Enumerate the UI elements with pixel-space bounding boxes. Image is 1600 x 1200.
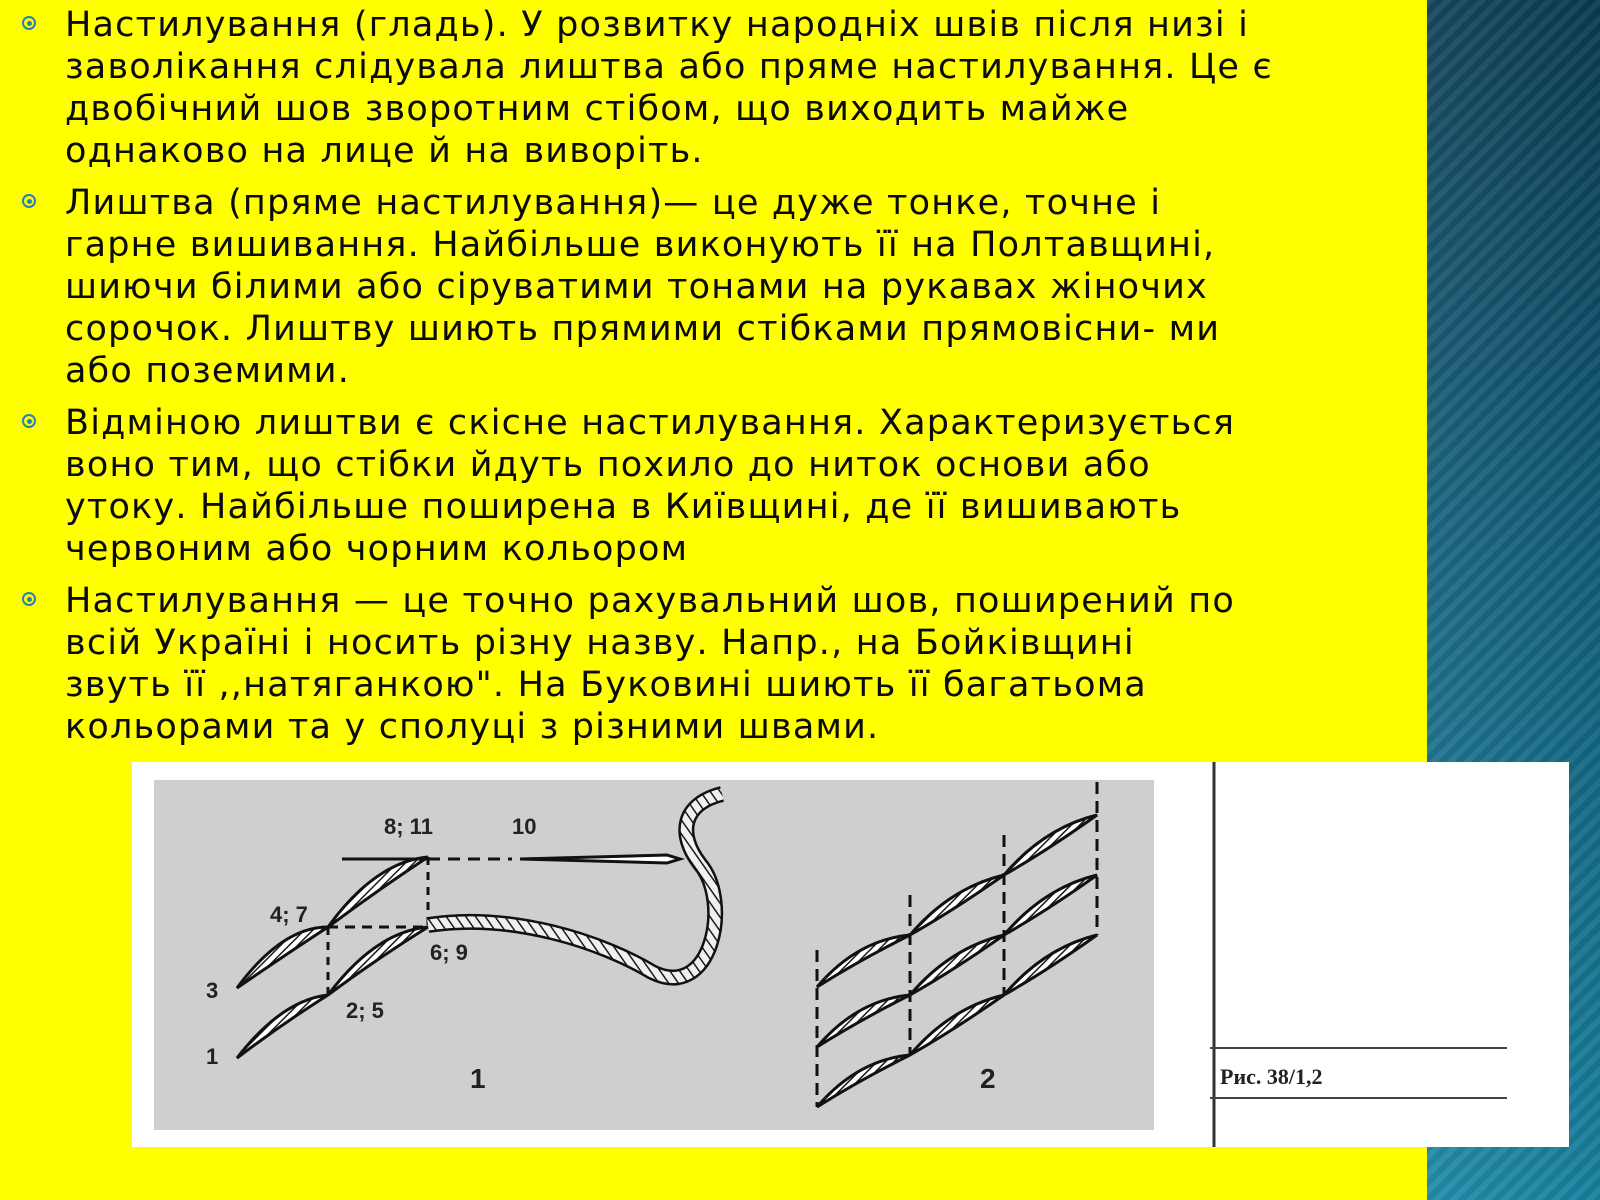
paragraph-line: червоним або чорним кольором — [65, 529, 689, 569]
figure-label: 8; 11 — [384, 814, 433, 839]
stitch-figure — [132, 762, 1569, 1147]
paragraph-line: заволікання слідувала лиштва або пряме настилування. Це є — [65, 47, 1273, 87]
figure-label: 2; 5 — [346, 998, 384, 1023]
paragraph-line: утоку. Найбільше поширена в Київщині, де її вишивають — [65, 487, 1182, 527]
figure-number: 2 — [980, 1063, 996, 1094]
paragraph-line: Настилування (гладь). У розвитку народніх швів після низі і — [65, 5, 1250, 45]
paragraph-line: шиючи білими або сіруватими тонами на рукавах жіночих — [65, 267, 1209, 307]
figure-number: 1 — [470, 1063, 486, 1094]
bullet-item — [22, 182, 1422, 392]
bullet-circle-icon — [22, 16, 36, 30]
paragraph-line: воно тим, що стібки йдуть похило до ниток основи або — [65, 445, 1151, 485]
paragraph-line: гарне вишивання. Найбільше виконують її на Полтавщині, — [65, 225, 1216, 265]
figure-caption: Рис. 38/1,2 — [1220, 1064, 1323, 1089]
paragraph-line: звуть її ,,натяганкою". На Буковині шиють її багатьома — [65, 665, 1147, 705]
paragraph-line: Відміною лиштви є скісне настилування. Характеризується — [65, 403, 1236, 443]
text-area — [22, 4, 1422, 758]
figure-label: 3 — [206, 978, 219, 1003]
stitch-diagram-svg — [132, 762, 1569, 1147]
paragraph-line: Лиштва (пряме настилування)— це дуже тонке, точне і — [65, 183, 1162, 223]
bullet-circle-icon — [22, 414, 36, 428]
paragraph-line: всій Україні і носить різну назву. Напр., на Бойківщині — [65, 623, 1135, 663]
bullet-item — [22, 580, 1422, 748]
paragraph-line: кольорами та у сполуці з різними швами. — [65, 707, 880, 747]
bullet-circle-icon — [22, 592, 36, 606]
bullet-circle-icon — [22, 194, 36, 208]
bullet-item — [22, 402, 1422, 570]
figure-label: 1 — [206, 1044, 219, 1069]
paragraph-line: сорочок. Лиштву шиють прямими стібками прямовісни- ми — [65, 309, 1221, 349]
figure-label: 6; 9 — [430, 940, 468, 965]
paragraph-line: або поземими. — [65, 351, 351, 391]
paragraph-line: Настилування — це точно рахувальний шов, поширений по — [65, 581, 1235, 621]
figure-label: 4; 7 — [270, 902, 308, 927]
bullet-item — [22, 4, 1422, 172]
paragraph-line: двобічний шов зворотним стібом, що виходить майже — [65, 89, 1130, 129]
figure-label: 10 — [512, 814, 537, 839]
paragraph-line: однаково на лице й на виворіть. — [65, 131, 704, 171]
